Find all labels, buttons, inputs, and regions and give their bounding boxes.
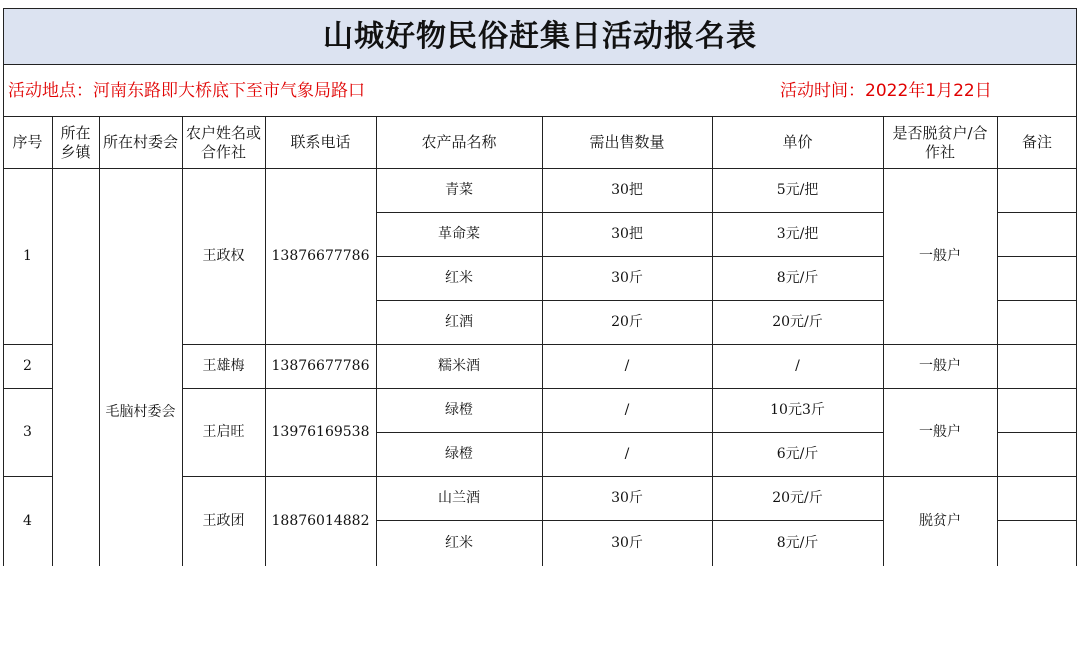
phone-number: 13876677786: [271, 247, 370, 264]
sale-quantity: 30把: [611, 225, 643, 242]
product-name: 糯米酒: [438, 357, 480, 374]
sale-quantity: 30斤: [611, 489, 643, 506]
product-name: 山兰酒: [438, 489, 480, 506]
farmer-name: 王政权: [202, 247, 245, 264]
phone-number: 13876677786: [271, 357, 370, 374]
header-no: 序号: [12, 133, 43, 152]
header-farmer-name: 农户姓名或合作社: [186, 123, 262, 161]
household-type: 一般户: [919, 247, 961, 264]
unit-price: 10元3斤: [770, 401, 825, 418]
product-name: 红米: [445, 534, 473, 551]
row-no: 1: [23, 247, 32, 264]
row-no: 4: [23, 512, 32, 529]
household-type: 一般户: [919, 423, 961, 440]
unit-price: 6元/斤: [776, 445, 819, 462]
farmer-name: 王雄梅: [202, 357, 245, 374]
row-no: 3: [23, 423, 32, 440]
unit-price: 20元/斤: [772, 489, 823, 506]
village-committee-cell: 毛脑村委会: [105, 403, 176, 420]
household-type: 一般户: [919, 357, 961, 374]
sale-quantity: 30把: [611, 181, 643, 198]
header-township: 所在乡镇: [60, 123, 91, 161]
product-name: 红米: [445, 269, 473, 286]
event-location-label: 活动地点：: [8, 80, 93, 101]
header-village-committee: 所在村委会: [103, 133, 179, 152]
product-name: 绿橙: [445, 401, 473, 418]
sale-quantity: 20斤: [611, 313, 643, 330]
header-household-type: 是否脱贫户/合作社: [892, 123, 988, 161]
phone-number: 13976169538: [271, 423, 370, 440]
unit-price: 8元/斤: [776, 534, 819, 551]
sale-quantity: 30斤: [611, 534, 643, 551]
sale-quantity: 30斤: [611, 269, 643, 286]
event-location-value: 河南东路即大桥底下至市气象局路口: [93, 80, 365, 101]
household-type: 脱贫户: [919, 512, 961, 529]
phone-number: 18876014882: [271, 512, 370, 529]
unit-price: 3元/把: [776, 225, 819, 242]
farmer-name: 王启旺: [202, 423, 245, 440]
unit-price: /: [795, 357, 800, 374]
header-product: 农产品名称: [421, 133, 497, 152]
header-quantity: 需出售数量: [589, 133, 665, 152]
event-time-value: 2022年1月22日: [865, 80, 992, 101]
product-name: 绿橙: [445, 445, 473, 462]
sheet-title: 山城好物民俗赶集日活动报名表: [3, 8, 1077, 64]
header-remarks: 备注: [1021, 133, 1052, 152]
sale-quantity: /: [624, 357, 630, 374]
product-name: 红酒: [445, 313, 473, 330]
row-no: 2: [23, 357, 32, 374]
event-time-label: 活动时间：: [780, 80, 865, 101]
sale-quantity: /: [624, 445, 630, 462]
farmer-name: 王政团: [202, 512, 245, 529]
product-name: 革命菜: [438, 225, 480, 242]
sale-quantity: /: [624, 401, 630, 418]
header-unit-price: 单价: [782, 133, 813, 152]
unit-price: 8元/斤: [776, 269, 819, 286]
unit-price: 5元/把: [776, 181, 819, 198]
header-phone: 联系电话: [290, 133, 351, 152]
unit-price: 20元/斤: [772, 313, 823, 330]
product-name: 青菜: [445, 181, 473, 198]
